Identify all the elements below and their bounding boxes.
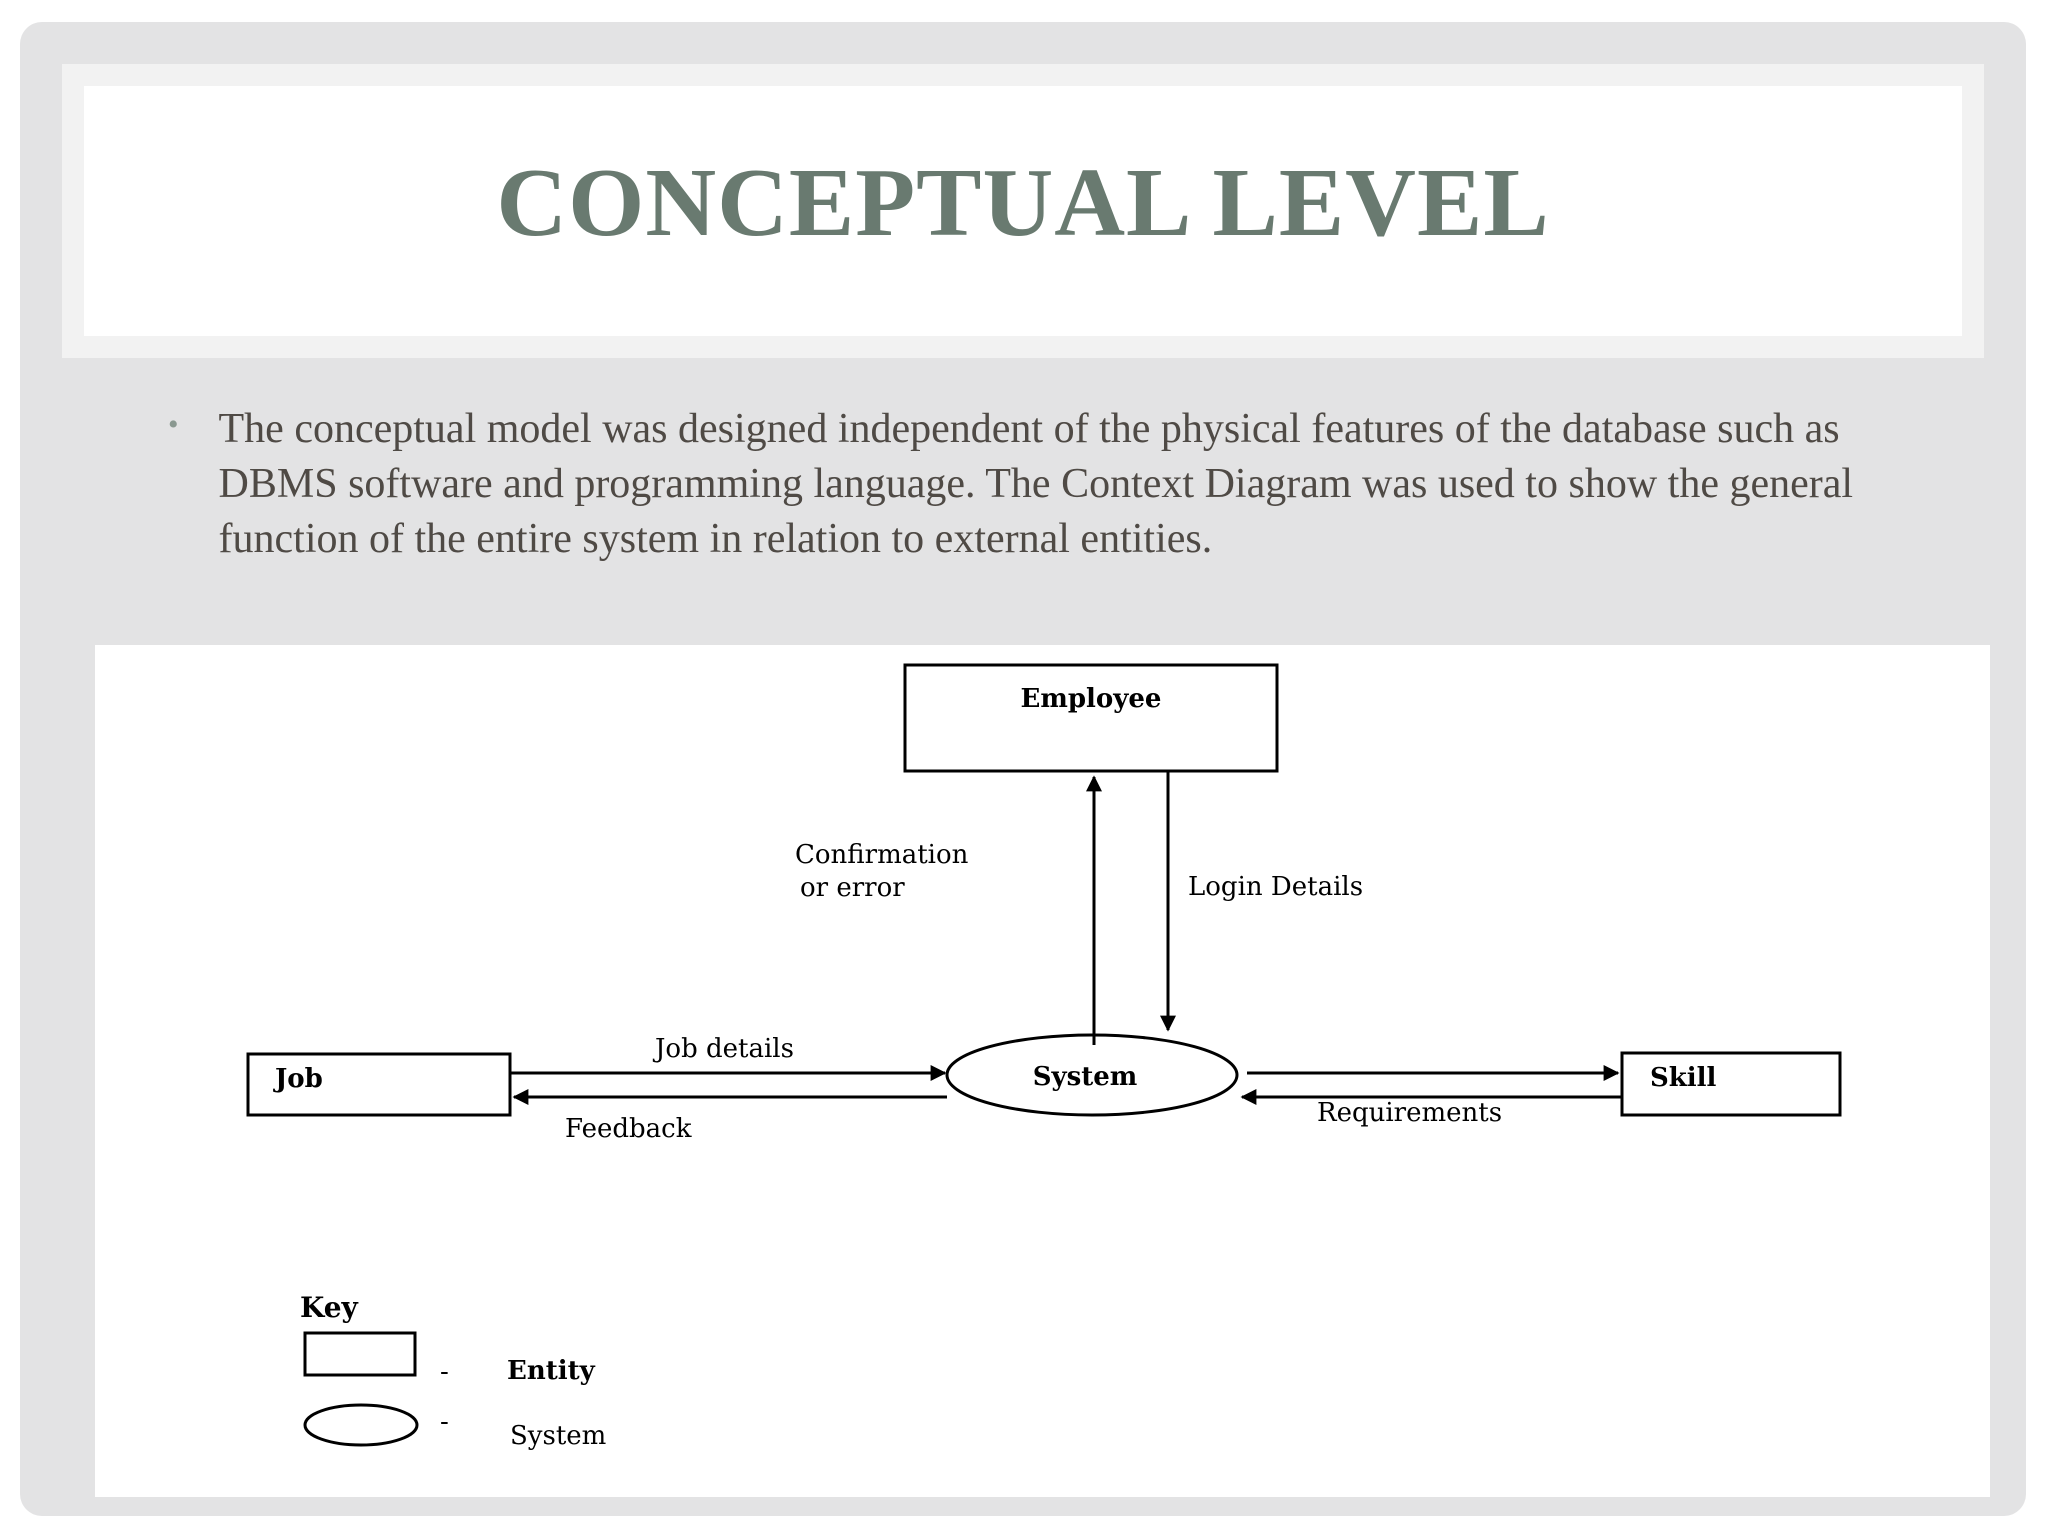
key-heading: Key xyxy=(300,1291,358,1324)
bullet-item xyxy=(148,402,1948,567)
title-frame xyxy=(62,64,1984,358)
skill-entity-label: Skill xyxy=(1650,1063,1717,1093)
key-entity-symbol xyxy=(305,1333,415,1375)
bullet-text: The conceptual model was designed independent of the physical features of the database such as DBMS software and programming language. The Context Diagram was used to show the general function of the entire system in relation to external entities. xyxy=(218,406,1854,562)
job-entity-label: Job xyxy=(275,1064,323,1094)
context-diagram xyxy=(95,645,1990,1497)
key-system-dash: - xyxy=(440,1407,449,1437)
key-entity-dash: - xyxy=(440,1357,449,1387)
system-process-label: System xyxy=(1032,1062,1138,1092)
employee-entity-box xyxy=(905,665,1277,771)
key-entity-label: Entity xyxy=(507,1356,595,1386)
employee-entity-label: Employee xyxy=(1020,684,1162,714)
confirmation-label-line2: or error xyxy=(800,873,905,903)
bullet-marker: • xyxy=(168,408,179,441)
job-details-label: Job details xyxy=(655,1034,794,1064)
slide xyxy=(20,22,2026,1516)
slide-title: CONCEPTUAL LEVEL xyxy=(496,149,1550,257)
confirmation-label-line1: Confirmation xyxy=(795,840,969,870)
login-details-label: Login Details xyxy=(1188,872,1364,902)
feedback-label: Feedback xyxy=(565,1114,692,1144)
key-system-symbol xyxy=(305,1405,417,1445)
context-diagram-svg xyxy=(95,645,1990,1497)
requirements-label: Requirements xyxy=(1317,1098,1503,1128)
key-system-label: System xyxy=(510,1421,607,1451)
title-box xyxy=(84,86,1962,336)
